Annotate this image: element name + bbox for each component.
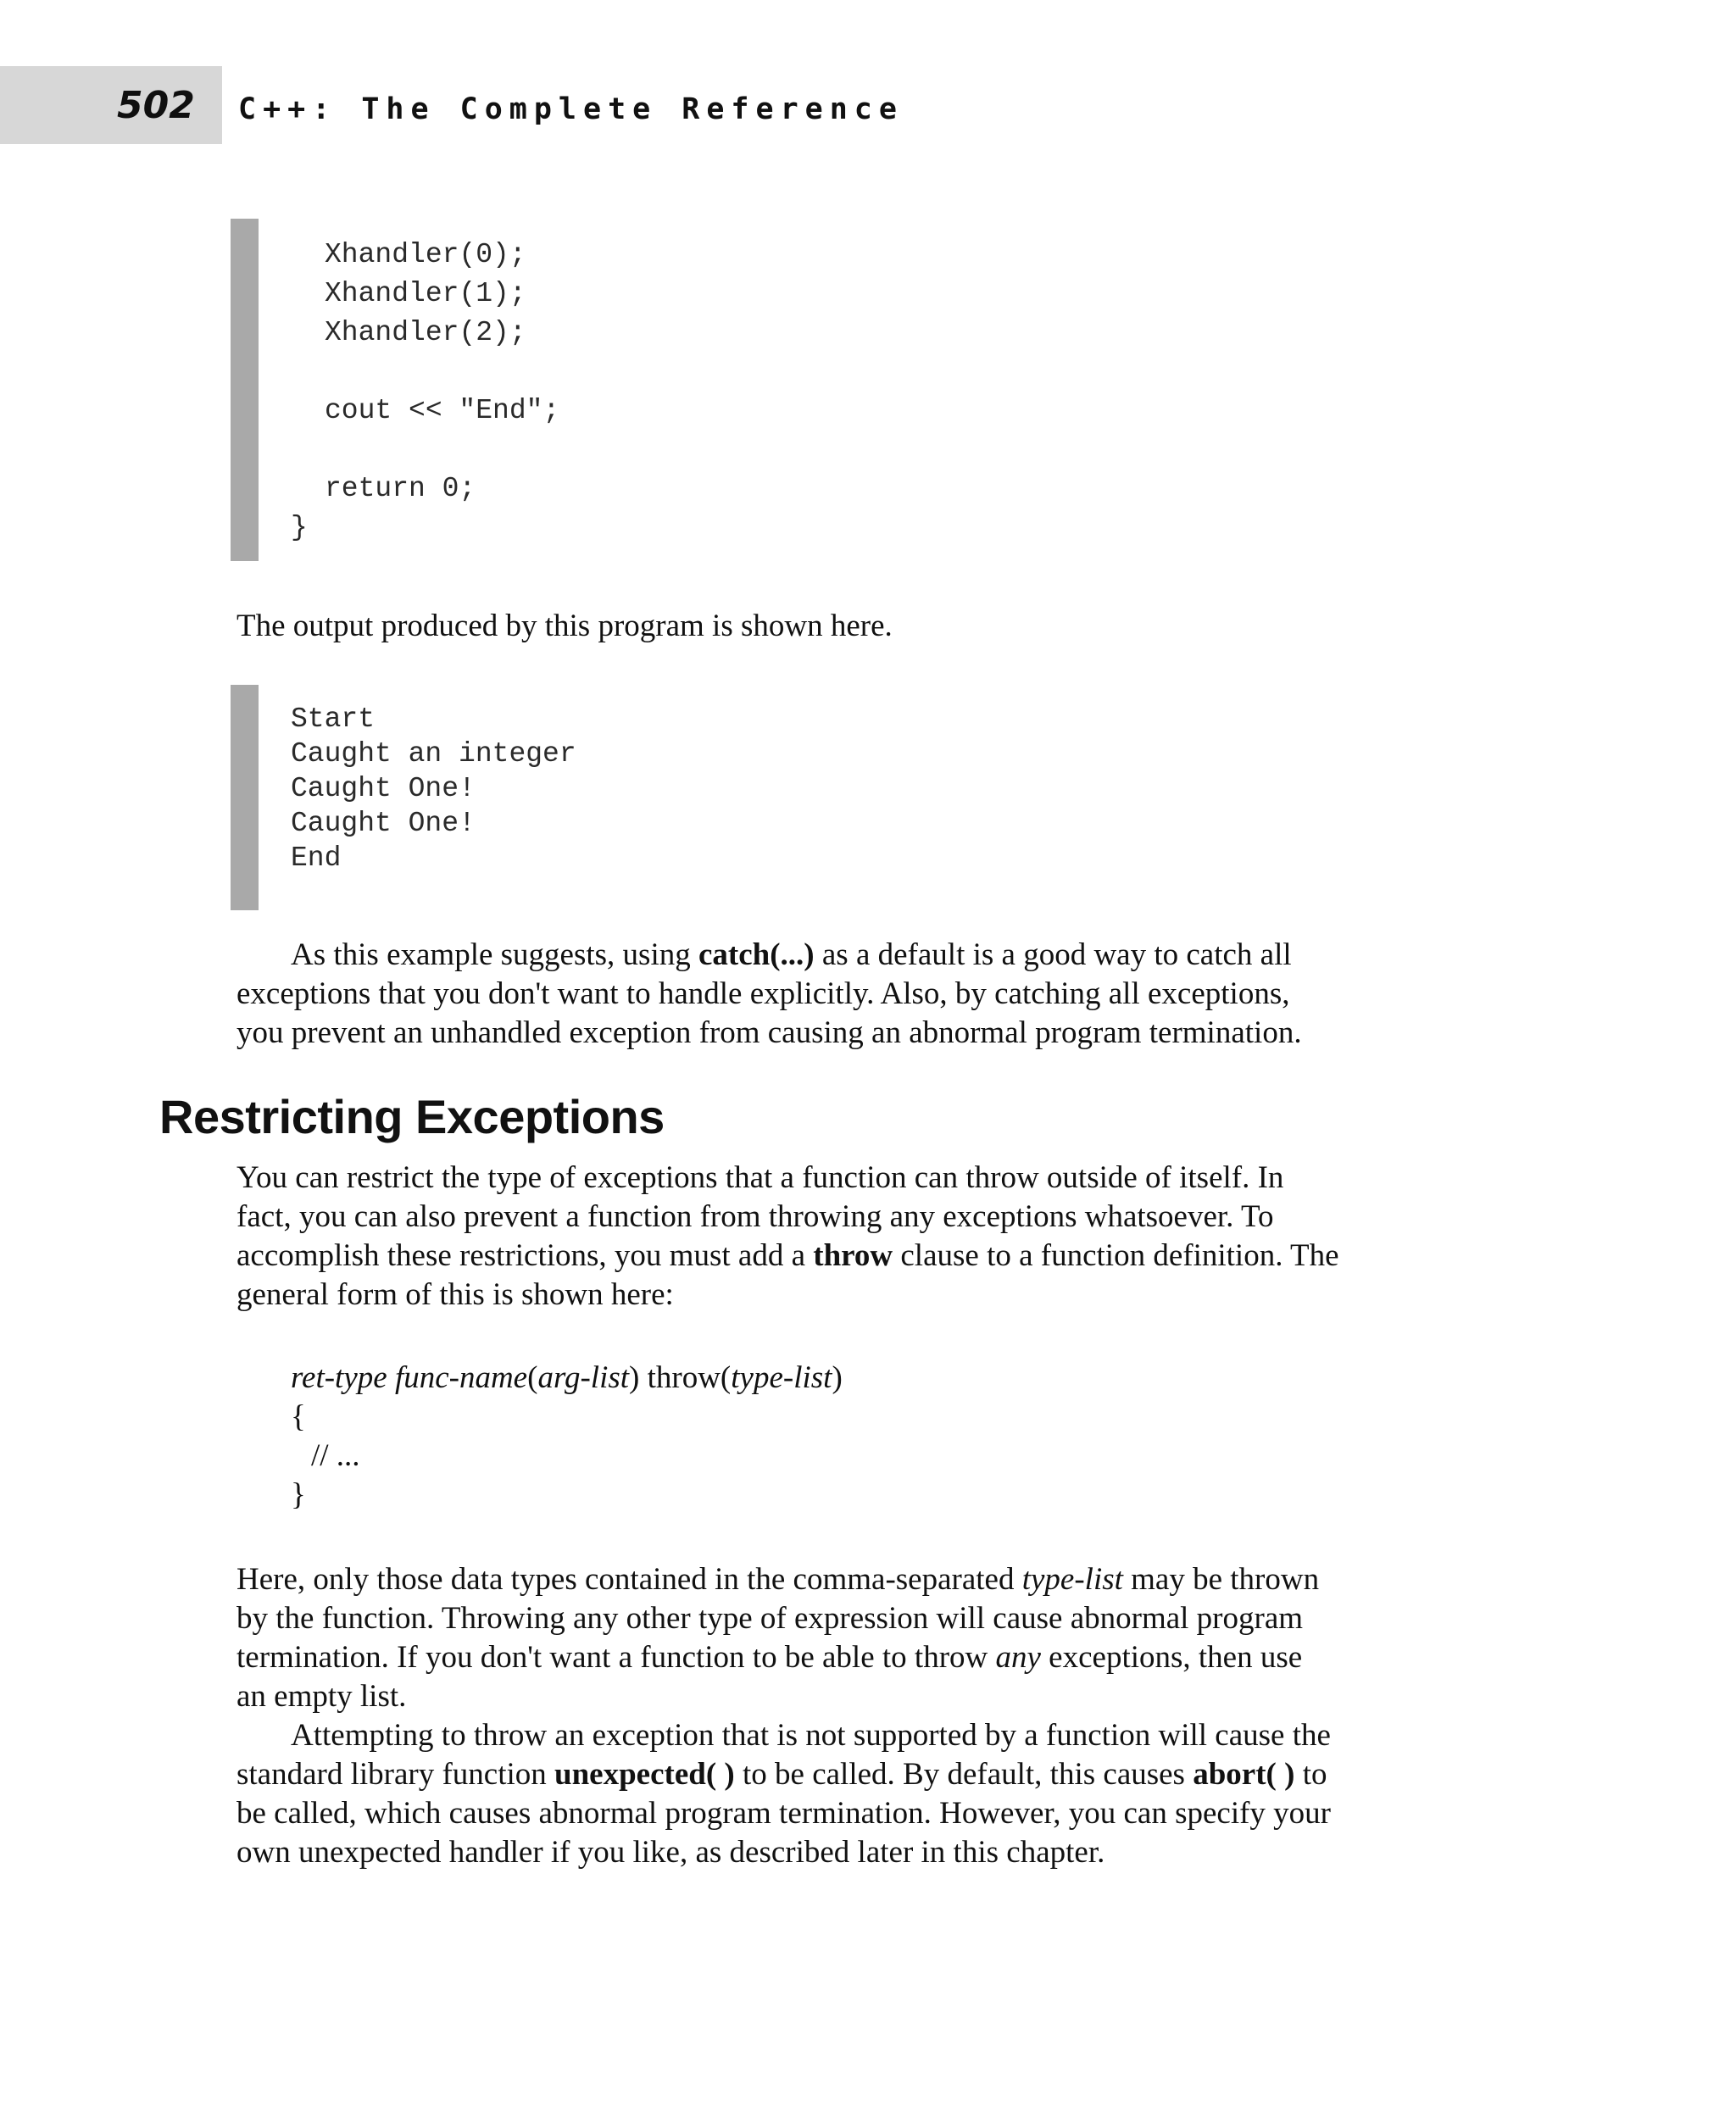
text-run: ) throw(: [629, 1360, 732, 1395]
placeholder-term: type-list: [1021, 1562, 1123, 1597]
paragraph-line: Attempting to throw an exception that is not supported by a function will cause the: [291, 1718, 1331, 1753]
general-form-comment: // ...: [311, 1438, 360, 1473]
text-run: termination. If you don't want a function to be able to throw: [236, 1640, 996, 1675]
code-block-bar: [231, 219, 259, 561]
section-heading: Restricting Exceptions: [159, 1090, 665, 1143]
running-title: C++: The Complete Reference: [238, 92, 904, 126]
code-term: throw: [813, 1238, 893, 1273]
general-form-signature: [291, 1359, 843, 1398]
paragraph-line: be called, which causes abnormal program termination. However, you can specify your: [236, 1796, 1332, 1831]
code-term: unexpected( ): [554, 1757, 735, 1792]
placeholder-term: type-list: [731, 1360, 832, 1395]
placeholder-term: func-name: [394, 1360, 528, 1395]
text-run: to: [1294, 1757, 1327, 1792]
paragraph-line: by the function. Throwing any other type of expression will cause abnormal program: [236, 1601, 1304, 1636]
paragraph-line: you prevent an unhandled exception from causing an abnormal program termination.: [236, 1015, 1302, 1050]
text-run: As this example suggests, using: [291, 937, 698, 972]
text-run: as a default is a good way to catch all: [814, 937, 1292, 972]
code-term: catch(...): [698, 937, 815, 972]
code-line: Xhandler(1);: [325, 278, 526, 309]
output-block-bar: [231, 685, 259, 910]
code-line: }: [291, 512, 308, 543]
code-line: return 0;: [325, 473, 476, 504]
text-run: (: [527, 1360, 538, 1395]
paragraph-line: general form of this is shown here:: [236, 1277, 674, 1312]
text-run: exceptions, then use: [1040, 1640, 1303, 1675]
placeholder-term: ret-type: [291, 1360, 387, 1395]
code-term: abort( ): [1193, 1757, 1295, 1792]
output-intro: The output produced by this program is shown here.: [236, 609, 893, 643]
output-line: Caught One!: [291, 808, 476, 839]
text-run: ): [832, 1360, 843, 1395]
page-number: 502: [117, 84, 195, 127]
code-line: Xhandler(2);: [325, 317, 526, 348]
code-line: Xhandler(0);: [325, 239, 526, 270]
paragraph-line: an empty list.: [236, 1679, 407, 1714]
paragraph-line: You can restrict the type of exceptions that a function can throw outside of itself. In: [236, 1160, 1284, 1195]
placeholder-term: arg-list: [537, 1360, 630, 1395]
paragraph-line: exceptions that you don't want to handle explicitly. Also, by catching all exceptions,: [236, 976, 1290, 1011]
emphasis: any: [995, 1640, 1041, 1675]
paragraph-line: [291, 936, 1292, 975]
paragraph-line: [236, 1237, 1339, 1276]
output-line: Start: [291, 703, 376, 735]
text-run: standard library function: [236, 1757, 555, 1792]
text-run: to be called. By default, this causes: [734, 1757, 1194, 1792]
code-line: cout << "End";: [325, 395, 560, 426]
paragraph-line: [236, 1638, 1302, 1677]
paragraph-line: own unexpected handler if you like, as described later in this chapter.: [236, 1835, 1105, 1870]
text-run: Here, only those data types contained in the comma-separated: [236, 1562, 1022, 1597]
general-form-brace-close: }: [291, 1477, 306, 1512]
paragraph-line: [236, 1755, 1327, 1794]
output-line: Caught an integer: [291, 738, 576, 770]
paragraph-line: [236, 1560, 1319, 1599]
paragraph-line: fact, you can also prevent a function from throwing any exceptions whatsoever. To: [236, 1199, 1274, 1234]
general-form-brace-open: {: [291, 1399, 306, 1434]
text-run: accomplish these restrictions, you must add a: [236, 1238, 814, 1273]
text-run: may be thrown: [1122, 1562, 1320, 1597]
output-line: End: [291, 842, 342, 874]
text-run: clause to a function definition. The: [893, 1238, 1339, 1273]
output-line: Caught One!: [291, 773, 476, 804]
